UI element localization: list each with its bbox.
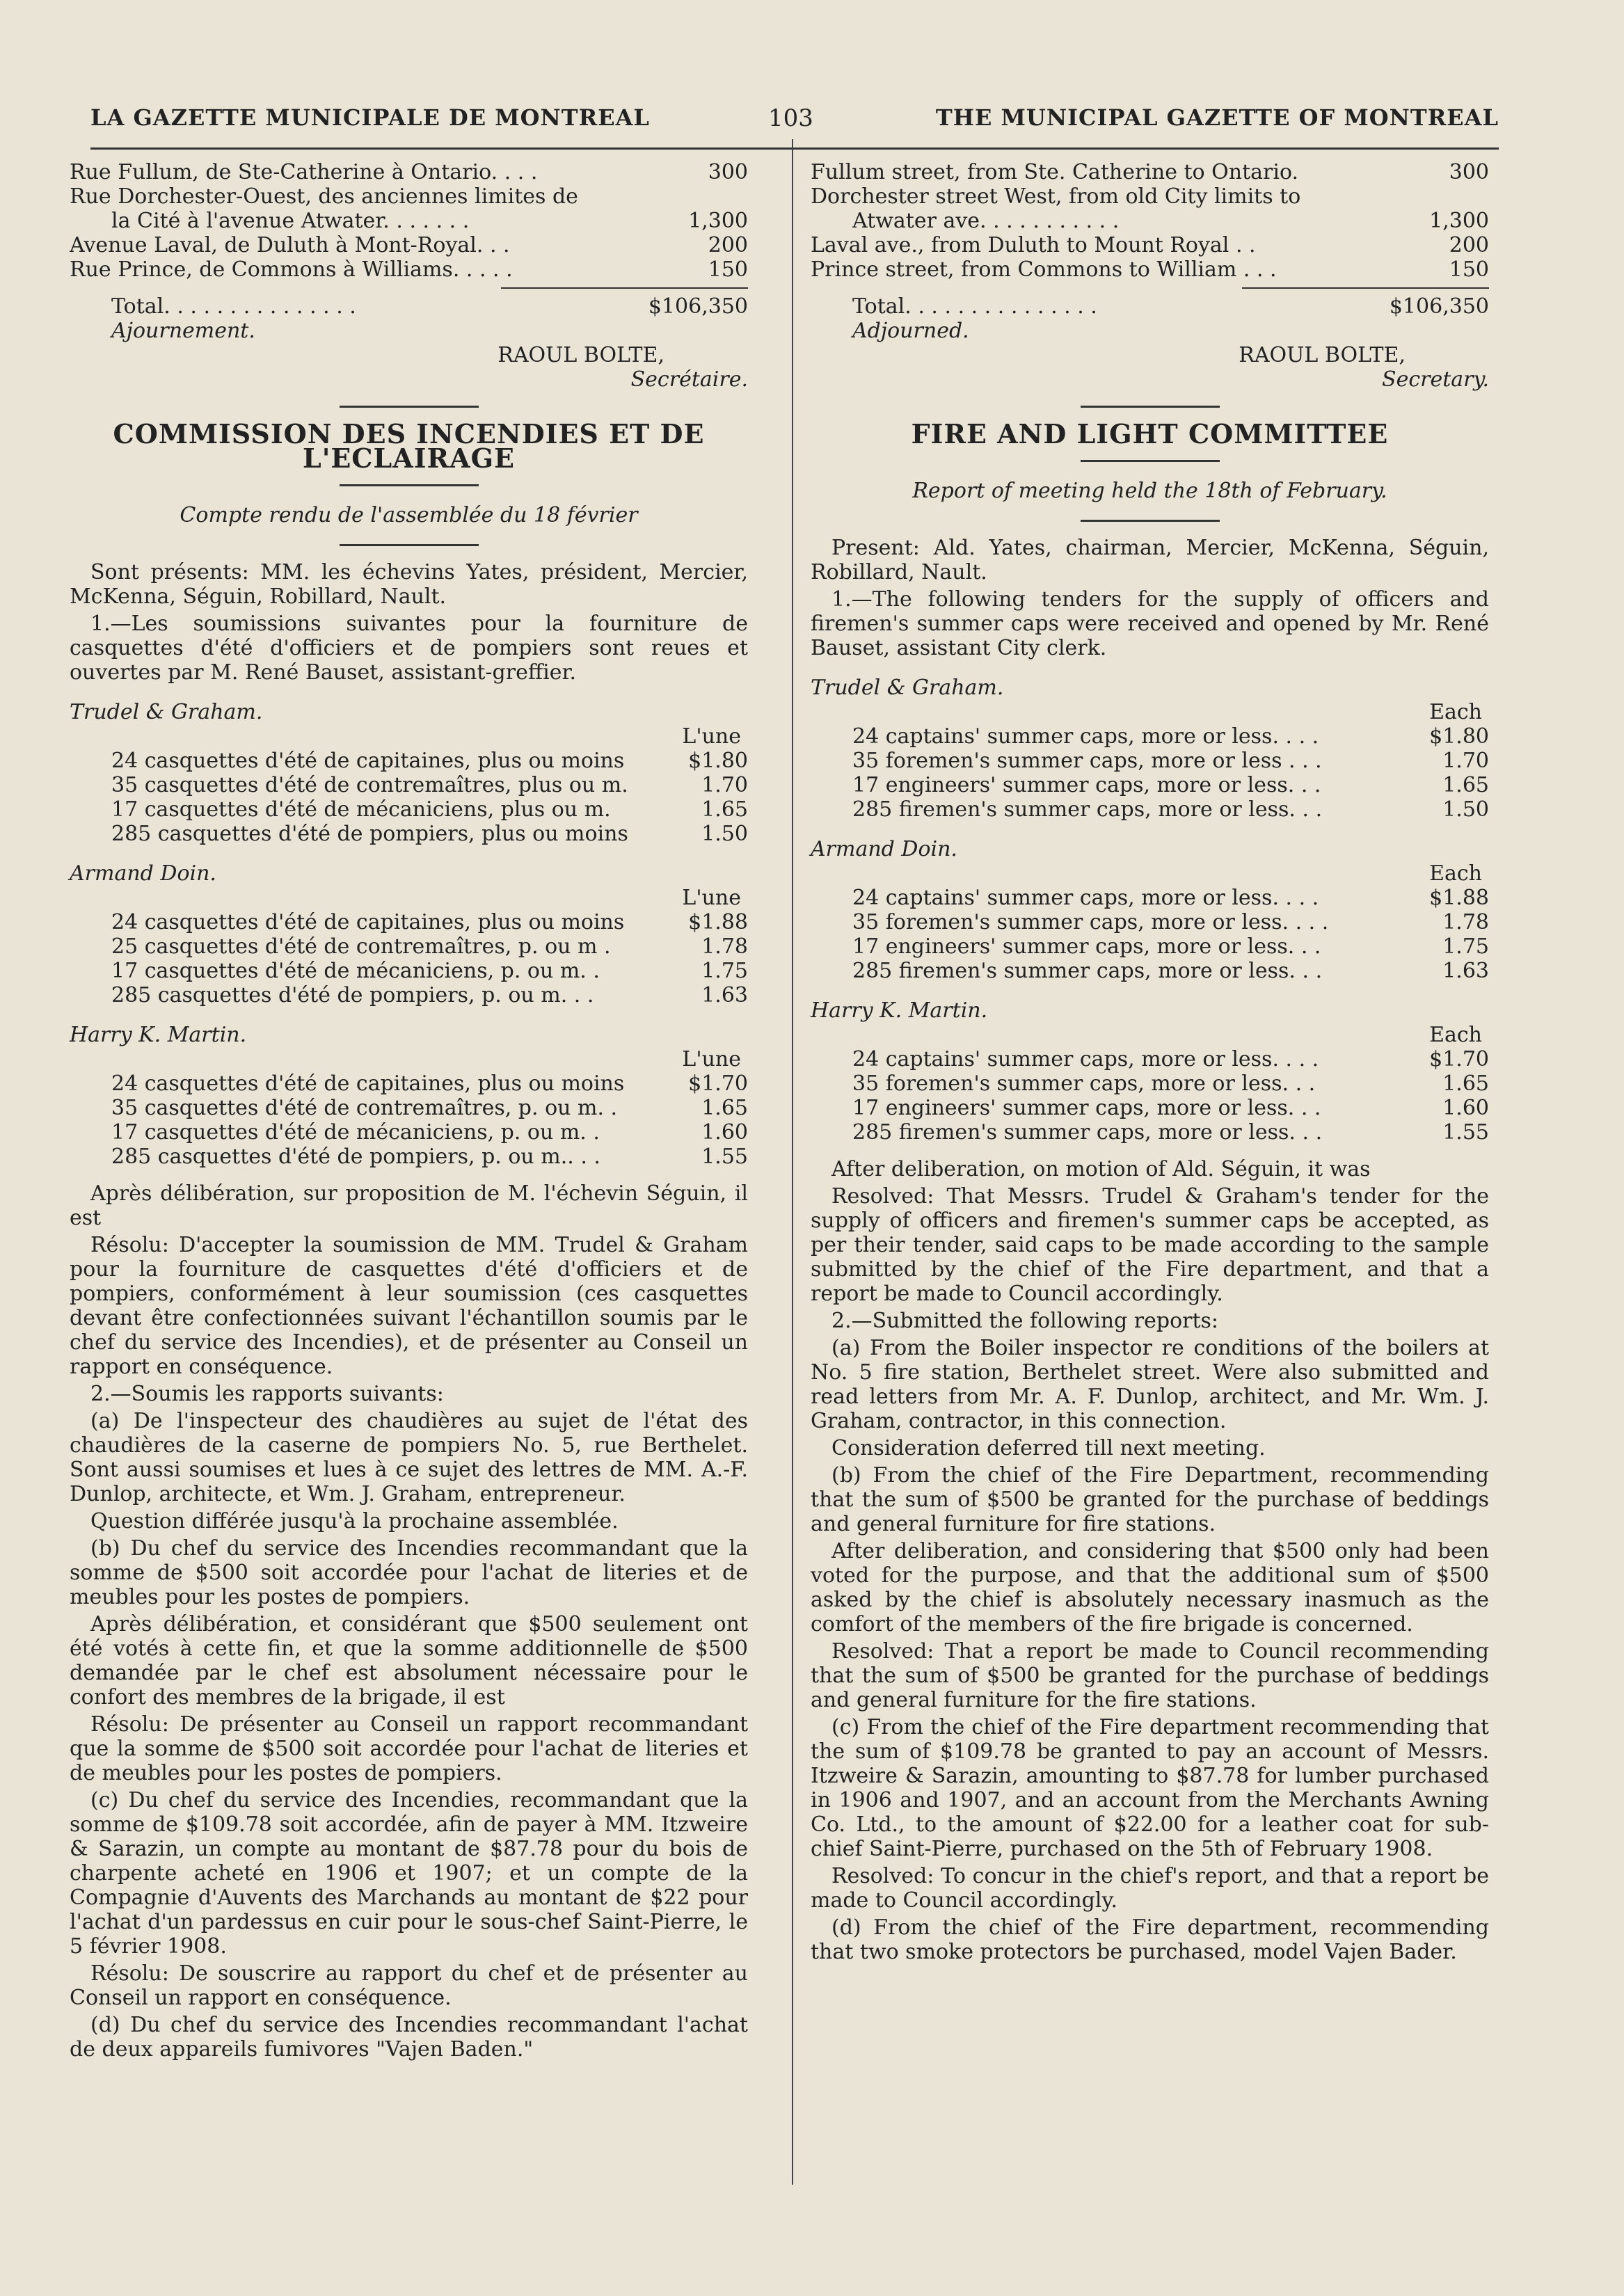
total-rule (501, 287, 748, 289)
minutes-paragraph: Résolu: De souscrire au rapport du chef et de présenter au Conseil un rapport en conséquence. (70, 1961, 748, 2010)
street-list (70, 160, 748, 282)
minutes-paragraph: Après délibération, et considérant que $500 seulement ont été votés à cette fin, et que la somme additionnelle de $500 demandée par le chef est absolument nécessaire pour le confort des membres de la brigade, il est (70, 1612, 748, 1709)
tender-row: 17 engineers' summer caps, more or less. . . 1.60 (852, 1096, 1489, 1120)
street-row: Dorchester street West, from old City limits to (811, 184, 1301, 209)
unit-label: Each (1429, 861, 1482, 886)
minutes-paragraph: Resolved: That Messrs. Trudel & Graham's tender for the supply of officers and firemen's summer caps be accepted, as per their tender, said caps to be made according to the sample submitted by the chief of the Fire department, and that a report be made to Council accordingly. (811, 1184, 1489, 1306)
firm-name: Armand Doin. (811, 837, 957, 861)
english-column (811, 160, 1489, 1967)
page-number: 103 (768, 104, 813, 132)
street-row: la Cité à l'avenue Atwater. . . . . . . 1,300 (111, 209, 748, 233)
tender-row: 285 firemen's summer caps, more or less. . . 1.55 (852, 1120, 1489, 1145)
section-rule (340, 406, 479, 408)
tender-intro-paragraph: 1.—Les soumissions suivantes pour la fourniture de casquettes d'été d'officiers et de pompiers sont reues et ouvertes par M. René Bauset, assistant-greffier. (70, 612, 748, 685)
tender-row: 285 casquettes d'été de pompiers, plus ou moins 1.50 (111, 822, 748, 846)
section-rule (1081, 406, 1220, 408)
tender-row: 25 casquettes d'été de contremaîtres, p. ou m . 1.78 (111, 934, 748, 959)
minutes-paragraph: After deliberation, and considering that $500 only had been voted for the purpose, and that the additional sum of $500 asked by the chief is absolutely necessary inasmuch as the comfort of the members of the fire brigade is concerned. (811, 1539, 1489, 1636)
unit-label: Each (1429, 700, 1482, 724)
minutes-paragraph: Résolu: D'accepter la soumission de MM. Trudel & Graham pour la fourniture de casquettes d'été d'officiers et de pompiers, conformément à leur soumission (ces casquettes devant être confectionnées suivant l'échantillon soumis par le chef du service des Incendies), et de présenter au Conseil un rapport en conséquence. (70, 1233, 748, 1379)
firm-name: Armand Doin. (70, 861, 216, 886)
present-paragraph: Present: Ald. Yates, chairman, Mercier, McKenna, Séguin, Robillard, Nault. (811, 536, 1489, 584)
section-rule (1081, 520, 1220, 522)
tender-row: 17 casquettes d'été de mécaniciens, plus ou m. 1.65 (111, 797, 748, 822)
minutes-paragraph: (a) From the Boiler inspector re conditions of the boilers at No. 5 fire station, Berthelet street. Were also submitted and read letters from Mr. A. F. Dunlop, architect, and Mr. Wm. J. Graham, contractor, in this connection. (811, 1336, 1489, 1433)
minutes-paragraph: 2.—Soumis les rapports suivants: (90, 1382, 444, 1406)
total-row: Total. . . . . . . . . . . . . . . $106,350 (852, 294, 1489, 319)
tender-row: 35 foremen's summer caps, more or less. . . . 1.78 (852, 910, 1489, 934)
tender-row: 285 firemen's summer caps, more or less. . . 1.50 (852, 797, 1489, 822)
firm-name: Trudel & Graham. (70, 700, 263, 724)
column-divider (792, 139, 793, 2185)
signature-name: RAOUL BOLTE, (497, 343, 664, 367)
tender-row: 24 captains' summer caps, more or less. . . . $1.88 (852, 886, 1489, 910)
minutes-paragraph: Question différée jusqu'à la prochaine assemblée. (90, 1509, 619, 1533)
signature-title: Secrétaire. (630, 367, 748, 392)
tender-row: 285 casquettes d'été de pompiers, p. ou m. . . 1.63 (111, 983, 748, 1007)
report-subheading: Compte rendu de l'assemblée du 18 février (180, 503, 638, 527)
minutes-paragraph: Consideration deferred till next meeting. (831, 1436, 1266, 1460)
tender-row: 24 casquettes d'été de capitaines, plus ou moins $1.70 (111, 1071, 748, 1096)
street-row: Fullum street, from Ste. Catherine to Ontario. 300 (811, 160, 1489, 184)
minutes-paragraph: (b) From the chief of the Fire Department, recommending that the sum of $500 be granted for the purchase of beddings and general furniture for fire stations. (811, 1463, 1489, 1536)
street-row: Avenue Laval, de Duluth à Mont-Royal. . . 200 (70, 233, 748, 257)
tender-row: 17 casquettes d'été de mécaniciens, p. ou m. . 1.60 (111, 1120, 748, 1145)
header-left-title: LA GAZETTE MUNICIPALE DE MONTREAL (90, 104, 650, 131)
present-paragraph: Sont présents: MM. les échevins Yates, président, Mercier, McKenna, Séguin, Robillard, Nault. (70, 560, 748, 609)
firm-name: Harry K. Martin. (811, 998, 988, 1023)
tender-row: 35 foremen's summer caps, more or less . . . 1.70 (852, 749, 1489, 773)
adjournment: Adjourned. (852, 319, 969, 343)
section-rule (340, 484, 479, 486)
street-row: Prince street, from Commons to William . . . 150 (811, 257, 1489, 282)
tender-row: 35 foremen's summer caps, more or less. . . 1.65 (852, 1071, 1489, 1096)
minutes-paragraph: (c) From the chief of the Fire department recommending that the sum of $109.78 be granted to pay an account of Messrs. Itzweire & Sarazin, amounting to $87.78 for lumber purchased in 1906 and 1907, and an account from the Merchants Awning Co. Ltd., to the amount of $22.00 for a leather coat for sub-chief Saint-Pierre, purchased on the 5th of February 1908. (811, 1715, 1489, 1861)
unit-label: Each (1429, 1023, 1482, 1047)
report-subheading: Report of meeting held the 18th of February. (912, 479, 1387, 503)
unit-label: L'une (682, 1047, 741, 1071)
tender-row: 24 casquettes d'été de capitaines, plus ou moins $1.80 (111, 749, 748, 773)
tender-row: 285 firemen's summer caps, more or less. . . 1.63 (852, 959, 1489, 983)
signature-title: Secretary. (1382, 367, 1489, 392)
street-row: Rue Fullum, de Ste-Catherine à Ontario. . . . 300 (70, 160, 748, 184)
tender-row: 17 engineers' summer caps, more or less. . . 1.65 (852, 773, 1489, 797)
street-row: Rue Prince, de Commons à Williams. . . . . 150 (70, 257, 748, 282)
tender-row: 17 casquettes d'été de mécaniciens, p. ou m. . 1.75 (111, 959, 748, 983)
minutes-paragraph: Resolved: To concur in the chief's report, and that a report be made to Council accordingly. (811, 1864, 1489, 1913)
tender-row: 285 casquettes d'été de pompiers, p. ou m.. . . 1.55 (111, 1145, 748, 1169)
firm-name: Harry K. Martin. (70, 1023, 247, 1047)
minutes-paragraph: After deliberation, on motion of Ald. Séguin, it was (831, 1157, 1371, 1181)
minutes-paragraph: (a) De l'inspecteur des chaudières au sujet de l'état des chaudières de la caserne de pompiers No. 5, rue Berthelet. Sont aussi soumises et lues à ce sujet des lettres de MM. A.-F. Dunlop, architecte, et Wm. J. Graham, entrepreneur. (70, 1409, 748, 1506)
adjournment: Ajournement. (111, 319, 255, 343)
tender-row: 24 captains' summer caps, more or less. . . . $1.80 (852, 724, 1489, 749)
minutes-paragraph: Après délibération, sur proposition de M. l'échevin Séguin, il est (70, 1181, 748, 1230)
tender-row: 24 captains' summer caps, more or less. . . . $1.70 (852, 1047, 1489, 1071)
tender-intro-paragraph: 1.—The following tenders for the supply of officers and firemen's summer caps were received and opened by Mr. René Bauset, assistant City clerk. (811, 587, 1489, 660)
unit-label: L'une (682, 724, 741, 749)
minutes-paragraph: Résolu: De présenter au Conseil un rapport recommandant que la somme de $500 soit accordée pour l'achat de literies et de meubles pour les postes de pompiers. (70, 1712, 748, 1785)
minutes-paragraph: (c) Du chef du service des Incendies, recommandant que la somme de $109.78 soit accordée, afin de payer à MM. Itzweire & Sarazin, un compte au montant de $87.78 pour du bois de charpente acheté en 1906 et 1907; et un compte de la Compagnie d'Auvents des Marchands au montant de $22 pour l'achat d'un pardessus en cuir pour le sous-chef Saint-Pierre, le 5 février 1908. (70, 1788, 748, 1959)
section-rule (340, 544, 479, 546)
header-right-title: THE MUNICIPAL GAZETTE OF MONTREAL (935, 104, 1499, 131)
street-row: Rue Dorchester-Ouest, des anciennes limites de (70, 184, 578, 209)
street-list (811, 160, 1489, 282)
page-header (90, 104, 1499, 146)
header-rule (90, 148, 1499, 150)
minutes-paragraph: (d) From the chief of the Fire department, recommending that two smoke protectors be purchased, model Vajen Bader. (811, 1915, 1489, 1964)
section-heading: COMMISSION DES INCENDIES ET DE L'ECLAIRAGE (113, 418, 705, 474)
section-heading: FIRE AND LIGHT COMMITTEE (911, 418, 1389, 449)
total-row: Total. . . . . . . . . . . . . . . $106,350 (111, 294, 748, 319)
street-row: Atwater ave. . . . . . . . . . . 1,300 (852, 209, 1489, 233)
signature-name: RAOUL BOLTE, (1239, 343, 1406, 367)
firm-name: Trudel & Graham. (811, 676, 1004, 700)
minutes-paragraph: 2.—Submitted the following reports: (831, 1309, 1219, 1333)
tender-row: 24 casquettes d'été de capitaines, plus ou moins $1.88 (111, 910, 748, 934)
section-rule (1081, 460, 1220, 462)
tender-row: 17 engineers' summer caps, more or less. . . 1.75 (852, 934, 1489, 959)
tender-row: 35 casquettes d'été de contremaîtres, p. ou m. . 1.65 (111, 1096, 748, 1120)
minutes-paragraph: Resolved: That a report be made to Council recommending that the sum of $500 be granted for the purchase of beddings and general furniture for the fire stations. (811, 1639, 1489, 1712)
minutes-paragraph: (b) Du chef du service des Incendies recommandant que la somme de $500 soit accordée pour l'achat de literies et de meubles pour les postes de pompiers. (70, 1536, 748, 1609)
total-rule (1242, 287, 1489, 289)
tender-row: 35 casquettes d'été de contremaîtres, plus ou m. 1.70 (111, 773, 748, 797)
french-column (70, 160, 748, 2064)
street-row: Laval ave., from Duluth to Mount Royal . . 200 (811, 233, 1489, 257)
unit-label: L'une (682, 886, 741, 910)
minutes-paragraph: (d) Du chef du service des Incendies recommandant l'achat de deux appareils fumivores "Vajen Baden." (70, 2013, 748, 2062)
